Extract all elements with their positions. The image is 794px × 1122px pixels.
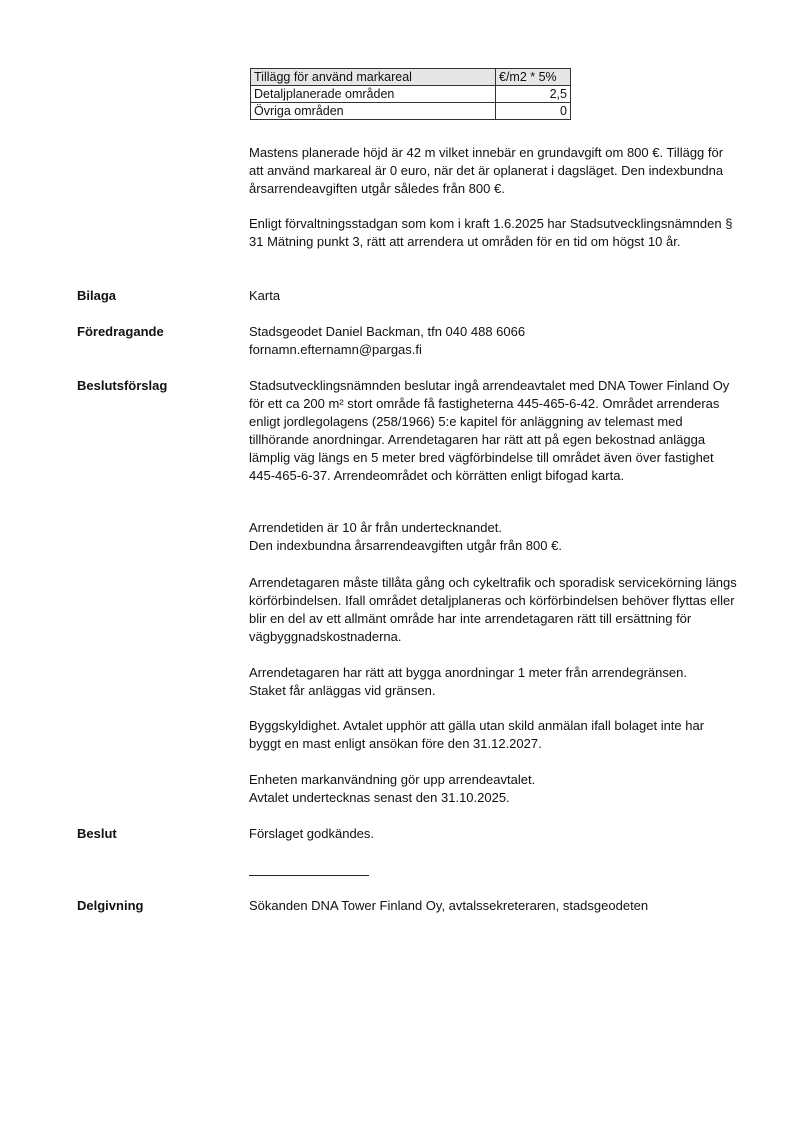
beslutsforslag-paragraph-5 <box>249 717 739 753</box>
beslutsforslag-paragraph-1 <box>249 377 739 485</box>
foredragande-content <box>249 323 739 359</box>
beslutsforslag-paragraph-6 <box>249 771 739 807</box>
arrendeavgift-text: Den indexbundna årsarrendeavgiften utgår från 800 €. <box>249 538 562 553</box>
fee-table-header-label: Tillägg för använd markareal <box>251 69 496 86</box>
fee-table-header-value: €/m2 * 5% <box>496 69 571 86</box>
markanvandning-text: Enheten markanvändning gör upp arrendeavtalet. <box>249 772 536 787</box>
fee-row-label: Övriga områden <box>251 103 496 120</box>
undertecknas-text: Avtalet undertecknas senast den 31.10.2025. <box>249 790 510 805</box>
divider-line <box>249 875 369 876</box>
fee-row-label: Detaljplanerade områden <box>251 86 496 103</box>
intro-text-1: Mastens planerade höjd är 42 m vilket innebär en grundavgift om 800 €. Tillägg för att använd markareal är 0 euro, när det är oplanerat i dagsläget. Den indexbundna årsarrendeavgiften utgår således från 800 €. <box>249 145 724 196</box>
table-row <box>251 86 571 103</box>
bilaga-text: Karta <box>249 288 281 303</box>
anordningar-text: Arrendetagaren har rätt att bygga anordningar 1 meter från arrendegränsen. <box>249 665 687 680</box>
foredragande-label: Föredragande <box>77 324 164 339</box>
beslutsforslag-paragraph-4 <box>249 664 739 700</box>
beslutsforslag-text-3: Arrendetagaren måste tillåta gång och cykeltrafik och sporadisk servicekörning längs körförbindelsen. Ifall området detaljplaneras och körförbindelsen behöver flyttas eller blir en del av ett allmänt område har inte arrendetagaren rätt till ersättning för vägbyggnadskostnaderna. <box>249 575 737 644</box>
beslutsforslag-paragraph-2 <box>249 519 739 555</box>
intro-paragraph-1 <box>249 144 739 198</box>
intro-paragraph-2 <box>249 215 739 251</box>
byggskyldighet-text: Byggskyldighet. Avtalet upphör att gälla utan skild anmälan ifall bolaget inte har byggt en mast enligt ansökan före den 31.12.2027. <box>249 718 705 751</box>
delgivning-text: Sökanden DNA Tower Finland Oy, avtalssekreteraren, stadsgeodeten <box>249 898 649 913</box>
beslutsforslag-text-1: Stadsutvecklingsnämnden beslutar ingå arrendeavtalet med DNA Tower Finland Oy för ett ca 200 m² stort område få fastigheterna 445-465-6-42. Området arrenderas enligt jordlegolagens (258/1966) 5:e kapitel för anläggning av telemast med tillhörande anordningar. Arrendetagaren har rätt att på egen bekostnad anlägga lämplig väg längs en 5 meter bred vägförbindelse till området även över fastighet 445-465-6-37. Arrendeområdet och körrätten enligt bifogad karta. <box>249 378 730 483</box>
beslutsforslag-paragraph-3 <box>249 574 739 646</box>
delgivning-label: Delgivning <box>77 898 144 913</box>
staket-text: Staket får anläggas vid gränsen. <box>249 683 436 698</box>
foredragande-email: fornamn.efternamn@pargas.fi <box>249 342 422 357</box>
bilaga-label: Bilaga <box>77 288 117 303</box>
beslutsforslag-label: Beslutsförslag <box>77 378 168 393</box>
table-row <box>251 103 571 120</box>
beslut-text: Förslaget godkändes. <box>249 826 375 841</box>
foredragande-name: Stadsgeodet Daniel Backman, tfn 040 488 6066 <box>249 324 526 339</box>
arrendetid-text: Arrendetiden är 10 år från undertecknandet. <box>249 520 502 535</box>
fee-row-value: 0 <box>496 103 571 120</box>
beslut-label: Beslut <box>77 826 117 841</box>
intro-text-2: Enligt förvaltningsstadgan som kom i kraft 1.6.2025 har Stadsutvecklingsnämnden § 31 Mätning punkt 3, rätt att arrendera ut områden för en tid om högst 10 år. <box>249 216 733 249</box>
fee-row-value: 2,5 <box>496 86 571 103</box>
fee-table <box>250 68 571 120</box>
fee-table-header-row <box>251 69 571 86</box>
